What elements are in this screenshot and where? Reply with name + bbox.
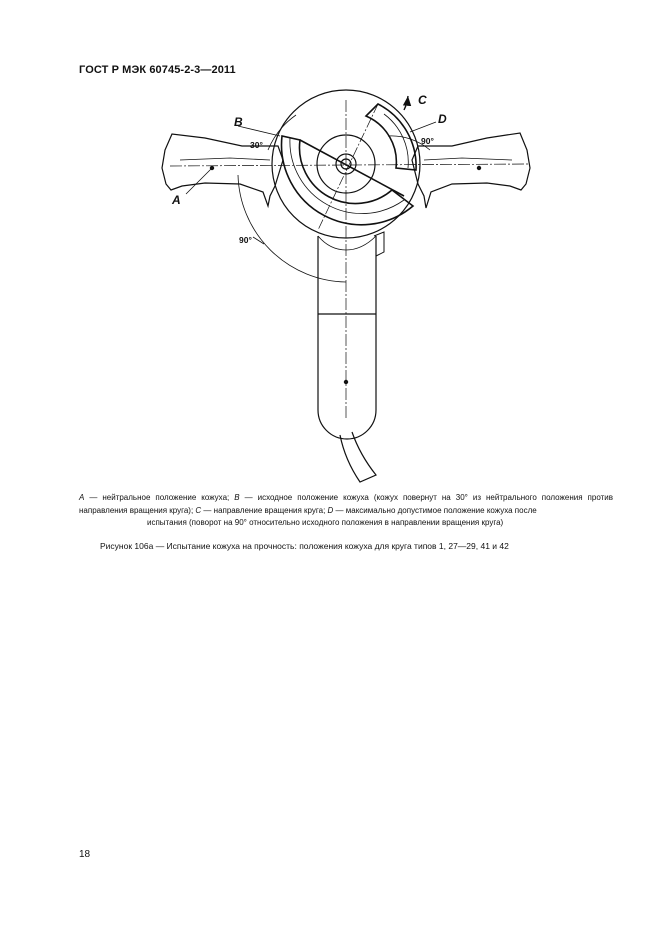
legend-key-d: D — [327, 505, 334, 515]
motor-housing — [318, 236, 376, 439]
label-b: B — [234, 115, 243, 129]
legend-key-c: C — [195, 505, 202, 515]
legend-text-d-continued: испытания (поворот на 90° относительно исходного положения в направлении вращения круга) — [147, 518, 504, 527]
figure-caption: Рисунок 106a — Испытание кожуха на прочность: положения кожуха для круга типов 1, 27—29, 41 и 42 — [100, 541, 509, 551]
neutral-axis — [170, 164, 530, 166]
angle-90-right: 90° — [421, 136, 434, 146]
label-d: D — [438, 112, 447, 126]
label-a: A — [172, 193, 181, 207]
rotation-arrow-c — [404, 96, 408, 110]
angle-30: 30° — [250, 140, 263, 150]
document-header: ГОСТ Р МЭК 60745-2-3—2011 — [79, 64, 236, 76]
figure-legend — [79, 492, 613, 530]
legend-text-c: — направление вращения круга; — [201, 505, 328, 515]
legend-key-b: B — [234, 493, 240, 502]
legend-text-d: — максимально допустимое положение кожуха после — [333, 505, 537, 515]
arc-90-left — [238, 175, 346, 282]
page-number: 18 — [79, 849, 91, 860]
legend-key-a: A — [79, 493, 85, 502]
legend-text-a: — нейтральное положение кожуха; — [84, 493, 235, 502]
rotated-axis-d — [318, 104, 378, 230]
legend-text-b: — исходное положение кожуха (кожух повернут на 30° из нейтрального положения против направления вращения круга); — [79, 493, 613, 515]
angle-90-left: 90° — [239, 235, 252, 245]
left-handle-inner — [180, 158, 270, 160]
right-handle-inner — [424, 158, 512, 160]
label-c: C — [418, 93, 427, 107]
